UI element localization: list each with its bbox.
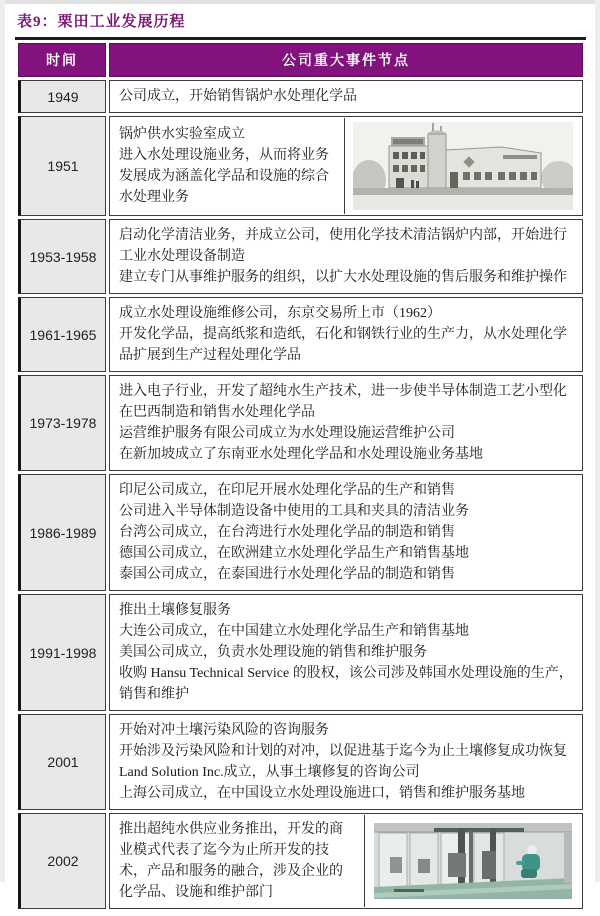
event-text: 上海公司成立，在中国设立水处理设施进口，销售和维护服务基地 bbox=[119, 786, 525, 801]
events-cell bbox=[109, 813, 583, 909]
period-cell: 1986-1989 bbox=[18, 474, 106, 591]
event-text: 推出土壤修复服务 bbox=[119, 603, 231, 618]
period-cell: 2002 bbox=[18, 813, 106, 909]
table-row bbox=[18, 116, 583, 216]
event-lines bbox=[111, 377, 581, 469]
events-cell bbox=[109, 714, 583, 810]
period-cell: 1949 bbox=[18, 80, 106, 113]
events-cell bbox=[109, 297, 583, 372]
events-cell bbox=[109, 219, 583, 294]
period-cell: 1953-1958 bbox=[18, 219, 106, 294]
event-text: 公司成立，开始销售锅炉水处理化学品 bbox=[119, 89, 357, 104]
events-with-photo bbox=[111, 815, 581, 907]
history-table bbox=[15, 40, 586, 912]
period-cell: 2001 bbox=[18, 714, 106, 810]
table-row bbox=[18, 80, 583, 113]
event-text: 成立水处理设施维修公司，东京交易所上市（1962） bbox=[119, 306, 441, 321]
table-row bbox=[18, 594, 583, 711]
ultrapure-water-plant-photo bbox=[364, 815, 581, 907]
period-cell: 1961-1965 bbox=[18, 297, 106, 372]
event-lines bbox=[111, 596, 581, 709]
event-text: 开发化学品，提高纸浆和造纸，石化和钢铁行业的生产力，从水处理化学品扩展到生产过程处理化学品 bbox=[119, 327, 567, 363]
event-text: 锅炉供水实验室成立 bbox=[119, 127, 245, 142]
event-lines bbox=[111, 476, 581, 589]
event-text: 泰国公司成立，在泰国进行水处理化学品的制造和销售 bbox=[119, 567, 455, 582]
table-header bbox=[18, 43, 583, 77]
event-text: 在新加坡成立了东南亚水处理化学品和水处理设施业务基地 bbox=[119, 447, 483, 462]
event-lines bbox=[111, 118, 344, 214]
event-lines bbox=[111, 299, 581, 370]
event-lines bbox=[111, 716, 581, 808]
event-text: 开始对冲土壤污染风险的咨询服务 bbox=[119, 723, 329, 738]
event-lines bbox=[111, 815, 364, 907]
event-text: 德国公司成立，在欧洲建立水处理化学品生产和销售基地 bbox=[119, 546, 469, 561]
table-row bbox=[18, 375, 583, 471]
event-text: 启动化学清洁业务，并成立公司，使用化学技术清洁锅炉内部，开始进行工业水处理设备制造 bbox=[119, 228, 567, 264]
event-text: 进入电子行业，开发了超纯水生产技术，进一步使半导体制造工艺小型化 bbox=[119, 384, 567, 399]
event-text: 在巴西制造和销售水处理化学品 bbox=[119, 405, 315, 420]
table-row bbox=[18, 813, 583, 909]
event-lines bbox=[111, 221, 581, 292]
event-text: 开始涉及污染风险和计划的对冲，以促进基于迄今为止土壤修复成功恢复 bbox=[119, 744, 567, 759]
table-row bbox=[18, 297, 583, 372]
event-text: 台湾公司成立，在台湾进行水处理化学品的制造和销售 bbox=[119, 525, 455, 540]
period-cell: 1973-1978 bbox=[18, 375, 106, 471]
column-header-events: 公司重大事件节点 bbox=[109, 43, 583, 77]
events-cell bbox=[109, 116, 583, 216]
events-with-photo bbox=[111, 118, 581, 214]
table-row bbox=[18, 714, 583, 810]
event-text: 收购 Hansu Technical Service 的股权，该公司涉及韩国水处理设施的生产，销售和维护 bbox=[119, 666, 573, 702]
event-text: Land Solution Inc.成立，从事土壤修复的咨询公司 bbox=[119, 765, 420, 780]
event-text: 印尼公司成立，在印尼开展水处理化学品的生产和销售 bbox=[119, 483, 455, 498]
period-cell: 1991-1998 bbox=[18, 594, 106, 711]
period-cell: 1951 bbox=[18, 116, 106, 216]
event-text: 进入水处理设施业务，从而将业务发展成为涵盖化学品和设施的综合水处理业务 bbox=[119, 148, 329, 205]
history-table-body bbox=[18, 80, 583, 909]
events-cell bbox=[109, 80, 583, 113]
events-cell bbox=[109, 474, 583, 591]
event-text: 公司进入半导体制造设备中使用的工具和夹具的清洁业务 bbox=[119, 504, 469, 519]
factory-building-photo bbox=[344, 118, 581, 214]
event-text: 运营维护服务有限公司成立为水处理设施运营维护公司 bbox=[119, 426, 455, 441]
header-row bbox=[18, 43, 583, 77]
event-text: 美国公司成立，负责水处理设施的销售和维护服务 bbox=[119, 645, 427, 660]
event-text: 推出超纯水供应业务推出，开发的商业模式代表了迄今为止所开发的技术，产品和服务的融合，涉及企业的化学品、设施和维护部门 bbox=[119, 822, 343, 900]
table-title: 表9：栗田工业发展历程 bbox=[15, 8, 586, 40]
table-row bbox=[18, 219, 583, 294]
column-header-time: 时间 bbox=[18, 43, 106, 77]
table-row bbox=[18, 474, 583, 591]
event-text: 大连公司成立，在中国建立水处理化学品生产和销售基地 bbox=[119, 624, 469, 639]
events-cell bbox=[109, 594, 583, 711]
event-lines bbox=[111, 82, 581, 111]
events-cell bbox=[109, 375, 583, 471]
event-text: 建立专门从事维护服务的组织，以扩大水处理设施的售后服务和维护操作 bbox=[119, 270, 567, 285]
